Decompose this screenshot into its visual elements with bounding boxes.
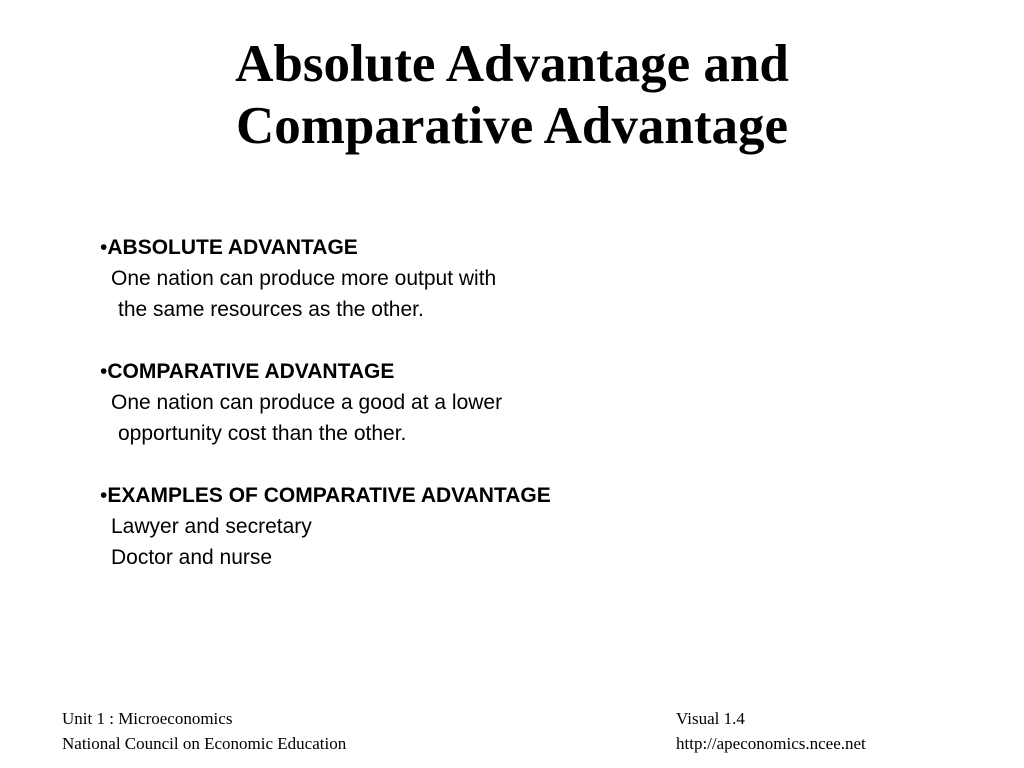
footer-right <box>676 706 866 756</box>
bullet-heading-text: COMPARATIVE ADVANTAGE <box>107 360 395 383</box>
bullet-heading <box>100 232 800 263</box>
slide-title <box>0 33 1024 157</box>
footer-organization: National Council on Economic Education <box>62 734 347 753</box>
bullet-heading <box>100 480 800 511</box>
bullet-text-line: opportunity cost than the other. <box>118 422 407 445</box>
bullet-icon: • <box>100 236 108 259</box>
footer-url: http://apeconomics.ncee.net <box>676 734 866 753</box>
bullet-examples <box>100 480 800 573</box>
footer-left <box>62 706 346 756</box>
bullet-icon: • <box>100 360 108 383</box>
bullet-comparative-advantage <box>100 356 800 449</box>
bullet-icon: • <box>100 484 108 507</box>
bullet-heading-text: EXAMPLES OF COMPARATIVE ADVANTAGE <box>107 484 551 507</box>
slide-body <box>100 232 800 604</box>
footer-visual-number: Visual 1.4 <box>676 709 745 728</box>
bullet-text-line: One nation can produce a good at a lower <box>111 391 503 414</box>
slide-title-line-2: Comparative Advantage <box>235 97 789 155</box>
bullet-text-line: the same resources as the other. <box>118 298 424 321</box>
footer-unit: Unit 1 : Microeconomics <box>62 709 233 728</box>
slide-title-line-1: Absolute Advantage and <box>235 35 789 93</box>
bullet-text-line: One nation can produce more output with <box>111 267 497 290</box>
bullet-absolute-advantage <box>100 232 800 325</box>
bullet-text-line: Doctor and nurse <box>111 546 273 569</box>
bullet-heading <box>100 356 800 387</box>
bullet-text-line: Lawyer and secretary <box>111 515 312 538</box>
bullet-heading-text: ABSOLUTE ADVANTAGE <box>107 236 358 259</box>
